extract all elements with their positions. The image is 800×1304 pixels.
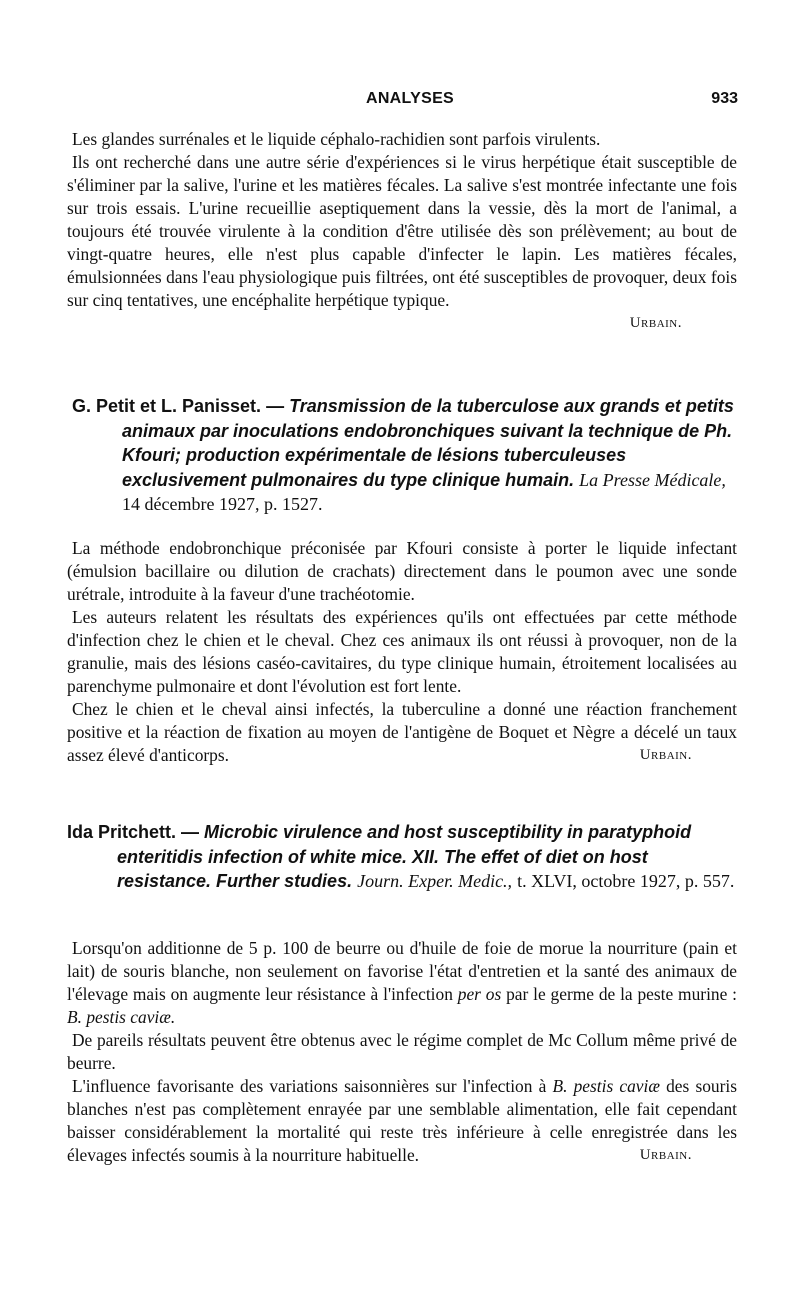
article-2-p3-text-b: des souris blanches n'est pas complètement enrayée par une semblable alimentation, elle fait cependant baisser considérablement la mortalité qui reste très inférieure à celle enregistrée dans les élevages infectés soumis à la nourriture habituelle. xyxy=(67,1076,737,1165)
article-2-journal: Journ. Exper. Medic., xyxy=(357,871,513,891)
article-2-signature: Urbain. xyxy=(639,1147,692,1163)
continuation-paragraph-2: Ils ont recherché dans une autre série d'expériences si le virus herpétique était susceptible de s'éliminer par la salive, l'urine et les matières fécales. La salive s'est montrée infectante une fois sur trois essais. L'urine recueillie aseptiquement dans la vessie, dès la mort de l'animal, a toujours été trouvée virulente à la condition d'être utilisée dès son prélèvement; au bout de vingt-quatre heures, elle n'est plus capable d'infecter le lapin. Les matières fécales, émulsionnées dans l'eau physiologique puis filtrées, ont été susceptibles de provoquer, deux fois sur cinq tentatives, une encéphalite herpétique typique. xyxy=(67,152,737,310)
article-2-body xyxy=(67,937,737,1167)
article-2-p3-emphasis: B. pestis caviæ xyxy=(552,1076,660,1096)
article-2-title: Microbic virulence and host susceptibility in paratyphoid enteritidis infection of white mice. XII. The effet of diet on host resistance. Further studies. xyxy=(117,822,692,891)
article-1-paragraph-3 xyxy=(67,698,737,767)
article-2-dash: — xyxy=(176,822,205,842)
article-1-citation: 14 décembre 1927, p. 1527. xyxy=(122,494,323,514)
article-1-paragraph-1: La méthode endobronchique préconisée par Kfouri consiste à porter le liquide infectant (émulsion bacillaire ou dilution de crachats) directement dans le poumon avec une sonde urétrale, introduite à la faveur d'une trachéotomie. xyxy=(67,538,737,604)
article-2-paragraph-3 xyxy=(67,1075,737,1167)
continuation-paragraph-1: Les glandes surrénales et le liquide céphalo-rachidien sont parfois virulents. xyxy=(72,129,601,149)
article-1-paragraph-3-text: Chez le chien et le cheval ainsi infectés, la tuberculine a donné une réaction franchement positive et la réaction de fixation au moyen de l'antigène de Boquet et Nègre a décelé un taux assez élevé d'anticorps. xyxy=(67,699,737,765)
article-1-paragraph-2: Les auteurs relatent les résultats des expériences qu'ils ont effectuées par cette méthode d'infection chez le chien et le cheval. Chez ces animaux ils ont réussi à provoquer, non de la granulie, mais des lésions caséo-cavitaires, du type clinique humain, étroitement localisées au parenchyme pulmonaire et dont l'évolution est fort lente. xyxy=(67,607,737,696)
article-1-signature: Urbain. xyxy=(639,747,692,763)
article-2-paragraph-1 xyxy=(67,937,737,1029)
article-1-journal: La Presse Médicale, xyxy=(579,469,726,490)
article-1-dash: — xyxy=(261,396,290,416)
article-2-p1-text-a: Lorsqu'on additionne de 5 p. 100 de beurre ou d'huile de foie de morue la nourriture (pain et lait) de souris blanche, non seulement on favorise l'état d'entretien et la santé des animaux de l'élevage mais on augmente leur résistance à l'infection xyxy=(67,938,737,1004)
continuation-signature: Urbain. xyxy=(629,315,682,331)
article-2-paragraph-2: De pareils résultats peuvent être obtenus avec le régime complet de Mc Collum même privé de beurre. xyxy=(67,1030,737,1073)
article-1-body xyxy=(67,537,737,767)
running-head: ANALYSES xyxy=(365,90,455,107)
article-1-heading xyxy=(72,394,737,517)
article-2-p3-text-a: L'influence favorisante des variations saisonnières sur l'infection à xyxy=(72,1076,553,1096)
article-2-p1-emphasis-1: per os xyxy=(457,984,502,1004)
article-1-title: Transmission de la tuberculose aux grands et petits animaux par inoculations endobronchiques suivant la technique de Ph. Kfouri; production expérimentale de lésions tuberculeuses exclusivement pulmonaires du type clinique humain. xyxy=(122,396,734,490)
article-2-citation: t. XLVI, octobre 1927, p. 557. xyxy=(517,871,735,891)
article-2-heading xyxy=(67,820,737,894)
page-header xyxy=(82,90,738,114)
page-number: 933 xyxy=(711,90,738,107)
article-2-p1-text-b: par le germe de la peste murine : xyxy=(501,984,737,1004)
continuation-abstract xyxy=(67,128,737,335)
article-2-title-block xyxy=(67,820,737,894)
article-1-authors: G. Petit et L. Panisset. xyxy=(72,396,262,416)
article-1-title-block xyxy=(72,394,737,517)
article-2-authors: Ida Pritchett. xyxy=(67,822,177,842)
article-2-p1-emphasis-2: B. pestis caviæ. xyxy=(67,1007,176,1027)
